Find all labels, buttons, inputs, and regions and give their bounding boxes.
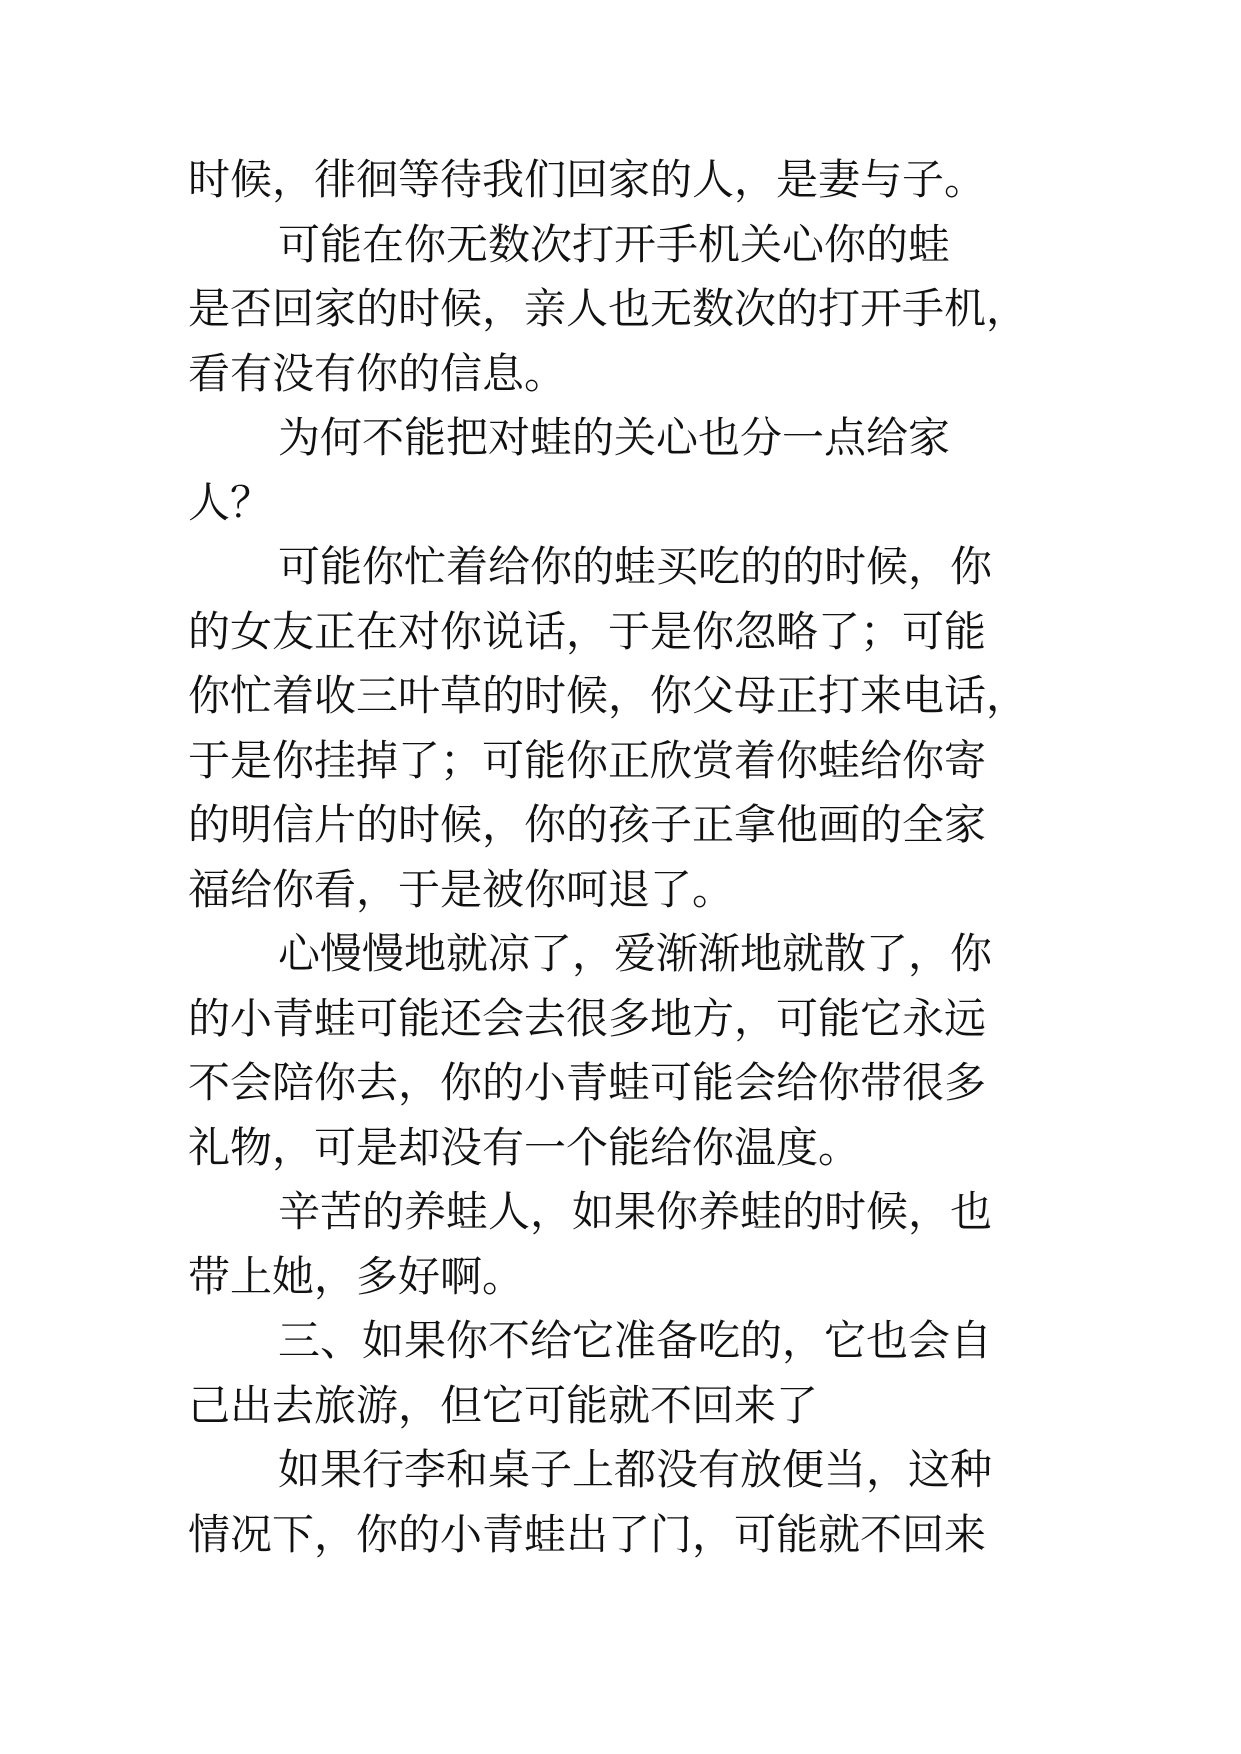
text-line: 辛苦的养蛙人，如果你养蛙的时候，也 — [278, 1187, 993, 1236]
text-line: 礼物，可是却没有一个能给你温度。 — [188, 1122, 861, 1172]
text-line: 的女友正在对你说话，于是你忽略了；可能 — [188, 606, 987, 656]
text-line: 你忙着收三叶草的时候，你父母正打来电话， — [188, 671, 1029, 720]
text-line: 心慢慢地就凉了，爱渐渐地就散了，你 — [278, 929, 993, 978]
text-line: 的小青蛙可能还会去很多地方，可能它永远 — [188, 993, 987, 1043]
text-line: 于是你挂掉了；可能你正欣赏着你蛙给你寄 — [188, 735, 987, 785]
text-line: 看有没有你的信息。 — [188, 348, 567, 398]
text-line: 带上她，多好啊。 — [188, 1251, 525, 1301]
text-line: 不会陪你去，你的小青蛙可能会给你带很多 — [188, 1058, 987, 1107]
text-line: 如果行李和桌子上都没有放便当，这种 — [278, 1445, 993, 1494]
text-line: 是否回家的时候，亲人也无数次的打开手机， — [188, 284, 1029, 333]
text-line: 可能你忙着给你的蛙买吃的的时候，你 — [278, 542, 993, 591]
text-line: 时候，徘徊等待我们回家的人，是妻与子。 — [188, 155, 987, 204]
text-line: 的明信片的时候，你的孩子正拿他画的全家 — [188, 800, 987, 849]
text-line: 己出去旅游，但它可能就不回来了 — [188, 1380, 819, 1430]
text-line: 情况下，你的小青蛙出了门，可能就不回来 — [188, 1509, 987, 1559]
text-line: 为何不能把对蛙的关心也分一点给家 — [278, 413, 951, 462]
text-line: 人？ — [188, 477, 273, 527]
body-text — [188, 148, 1108, 1567]
text-line: 可能在你无数次打开手机关心你的蛙 — [278, 219, 951, 269]
text-line: 福给你看，于是被你呵退了。 — [188, 864, 735, 914]
text-line: 三、如果你不给它准备吃的，它也会自 — [278, 1316, 993, 1365]
